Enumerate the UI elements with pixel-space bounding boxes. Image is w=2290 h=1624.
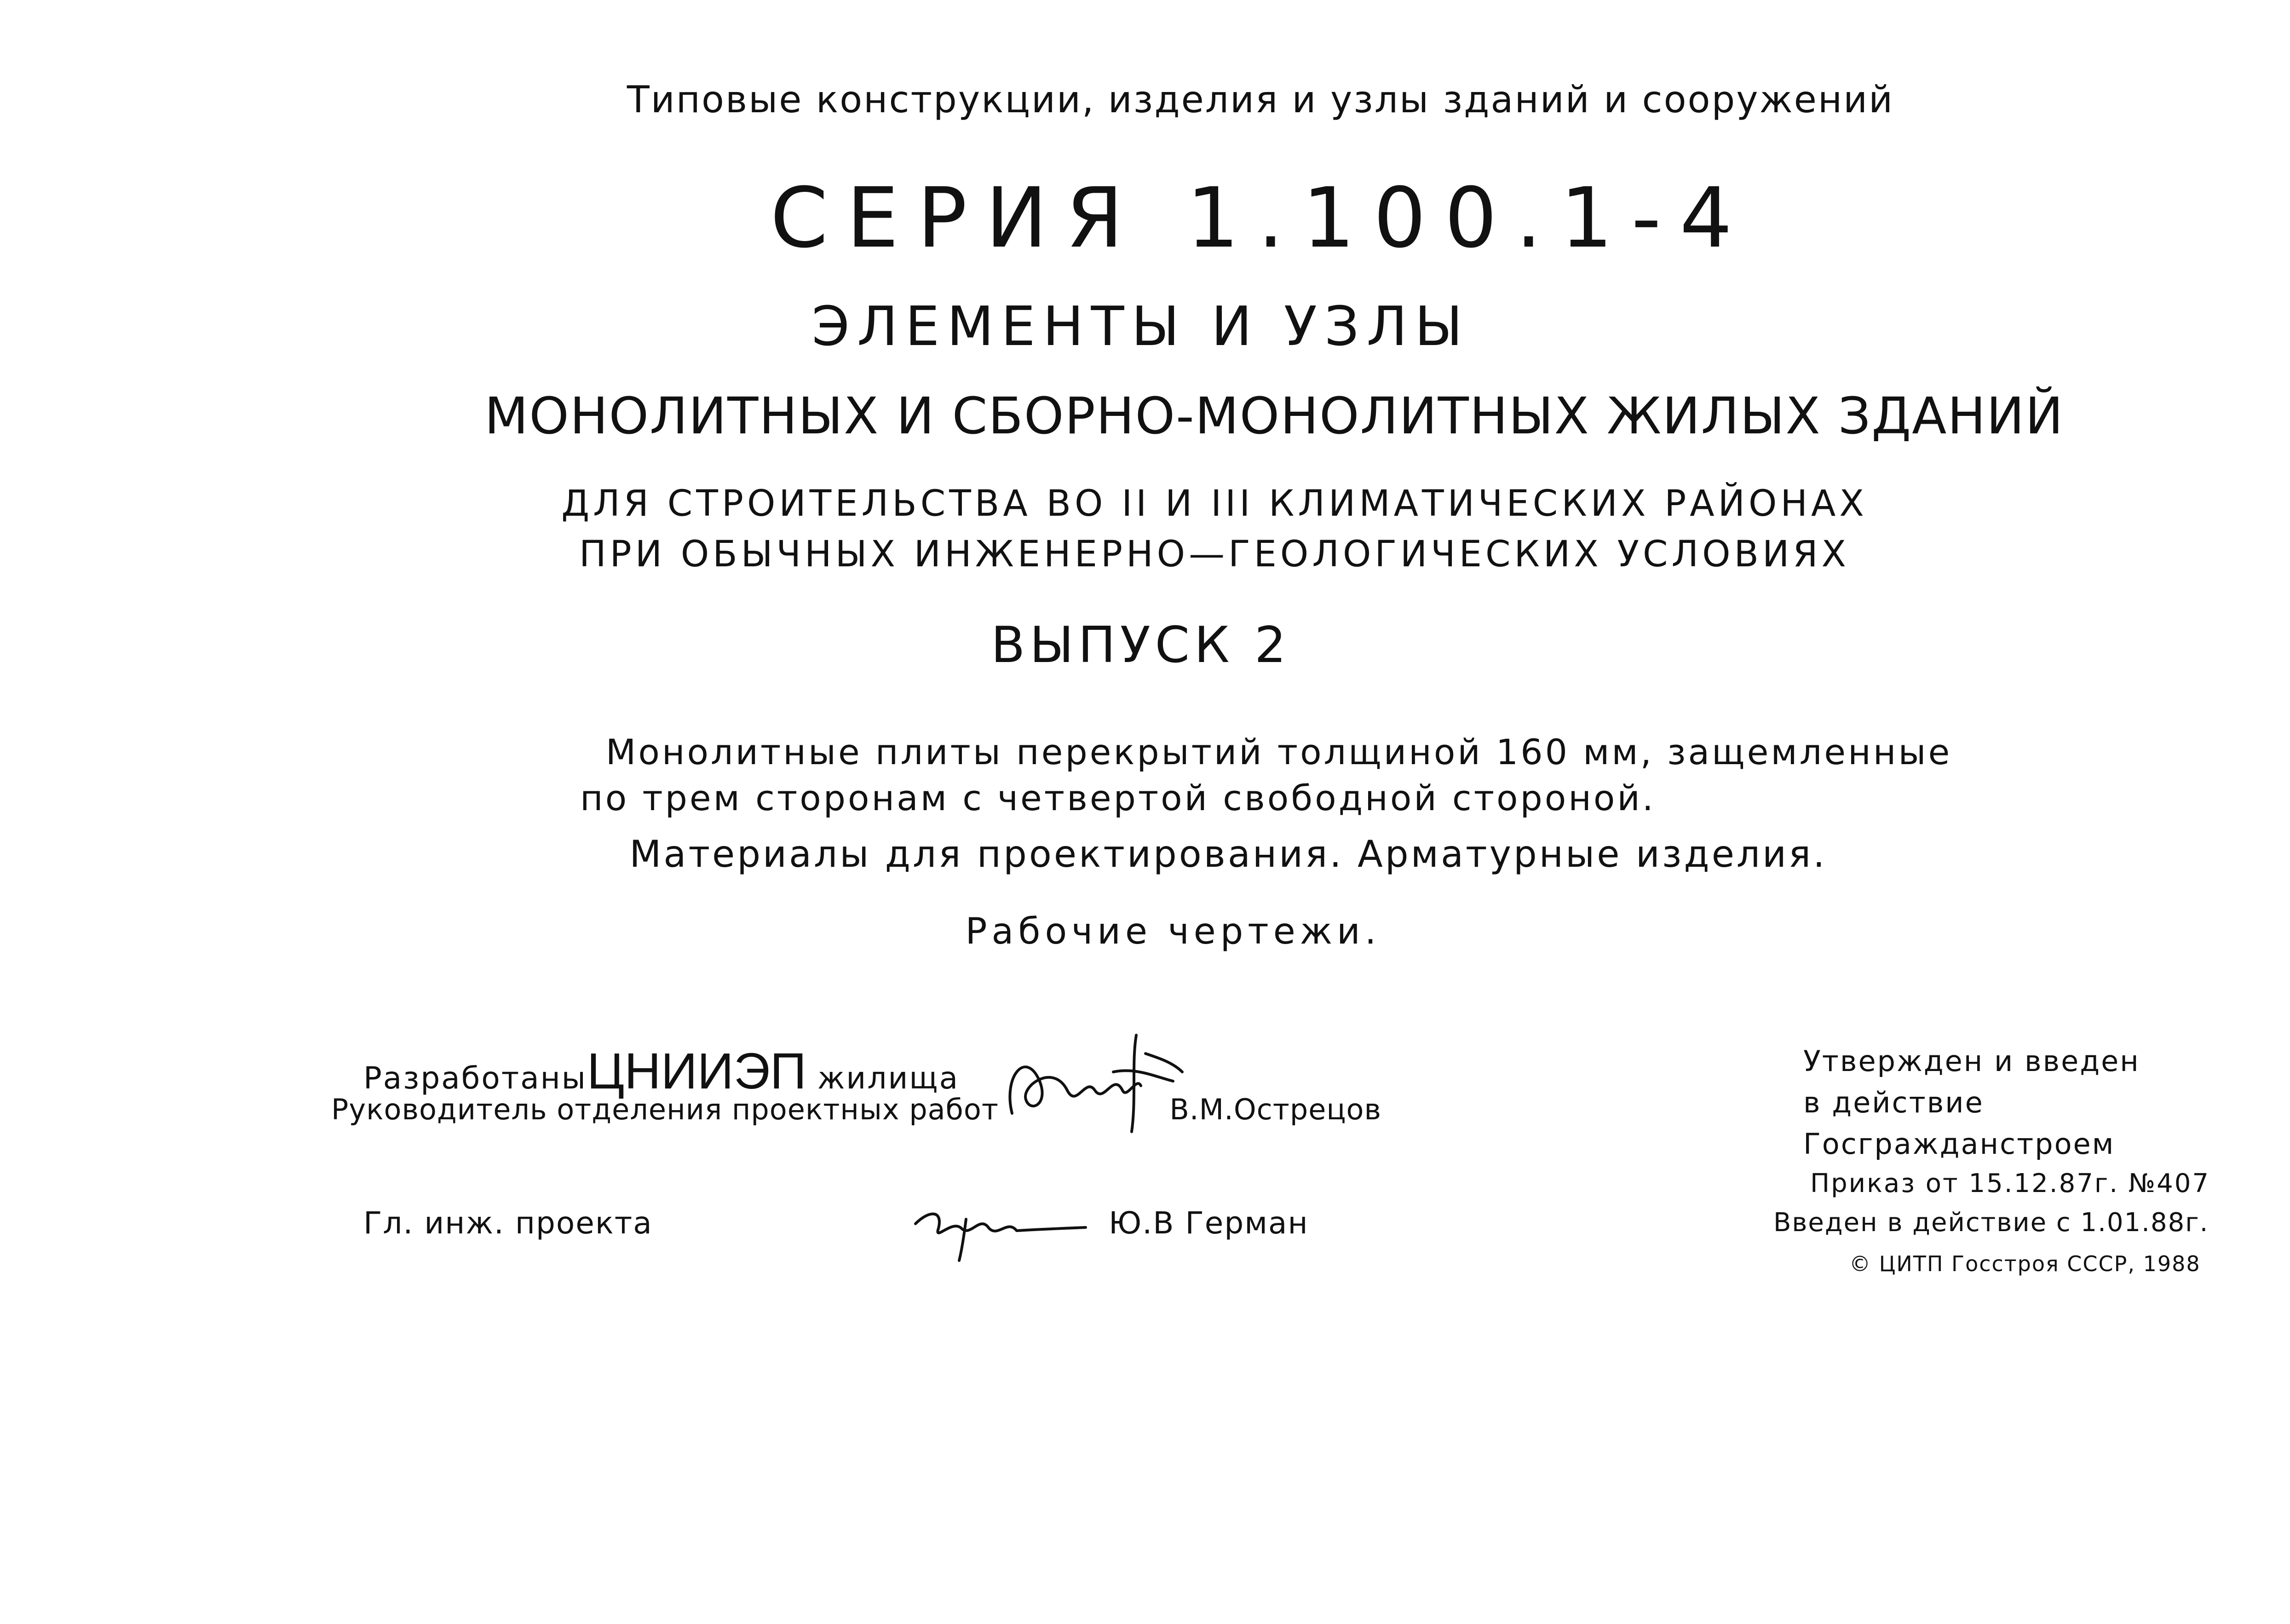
head-label: Руководитель отделения проектных работ [331, 1093, 999, 1126]
signature-chief [911, 1192, 1095, 1265]
approval-order: Приказ от 15.12.87г. №407 [1810, 1169, 2210, 1198]
description-line-1: Монолитные плиты перекрытий толщиной 160 мм, защемленные [605, 731, 1952, 772]
approval-line-1: Утвержден и введен [1803, 1044, 2140, 1078]
head-of-department [331, 1093, 1381, 1126]
developer-org: ЦНИИЭП [587, 1043, 806, 1100]
chief-engineer-label: Гл. инж. проекта [363, 1205, 653, 1241]
signature-head [998, 1021, 1201, 1141]
working-drawings-label: Рабочие чертежи. [965, 911, 1381, 952]
chief-engineer-name: Ю.В Герман [1109, 1205, 1309, 1241]
issue-number: ВЫПУСК 2 [991, 616, 1291, 674]
conditions-geology: ПРИ ОБЫЧНЫХ ИНЖЕНЕРНО—ГЕОЛОГИЧЕСКИХ УСЛОВИЯХ [579, 534, 1850, 575]
approval-line-3: Госгражданстроем [1803, 1127, 2115, 1161]
conditions-climate: ДЛЯ СТРОИТЕЛЬСТВА ВО II И III КЛИМАТИЧЕСКИХ РАЙОНАХ [561, 483, 1868, 524]
copyright-notice: © ЦИТП Госстроя СССР, 1988 [1849, 1251, 2201, 1276]
subtitle-buildings: МОНОЛИТНЫХ И СБОРНО-МОНОЛИТНЫХ ЖИЛЫХ ЗДАНИЙ [484, 386, 2064, 445]
head-name: В.М.Острецов [1169, 1093, 1382, 1126]
subtitle-elements: ЭЛЕМЕНТЫ И УЗЛЫ [811, 294, 1470, 358]
materials-line: Материалы для проектирования. Арматурные изделия. [629, 833, 1827, 875]
approval-line-2: в действие [1803, 1086, 1984, 1119]
description-line-2: по трем сторонам с четвертой свободной стороной. [580, 777, 1656, 818]
developed-by [363, 1042, 959, 1100]
series-title: СЕРИЯ 1.100.1-4 [770, 170, 1751, 266]
developed-label: Разработаны [363, 1060, 587, 1096]
developer-org-suffix: жилища [817, 1060, 960, 1096]
approval-effective-date: Введен в действие с 1.01.88г. [1773, 1208, 2209, 1238]
pre-title: Типовые конструкции, изделия и узлы зданий и сооружений [627, 78, 1894, 121]
